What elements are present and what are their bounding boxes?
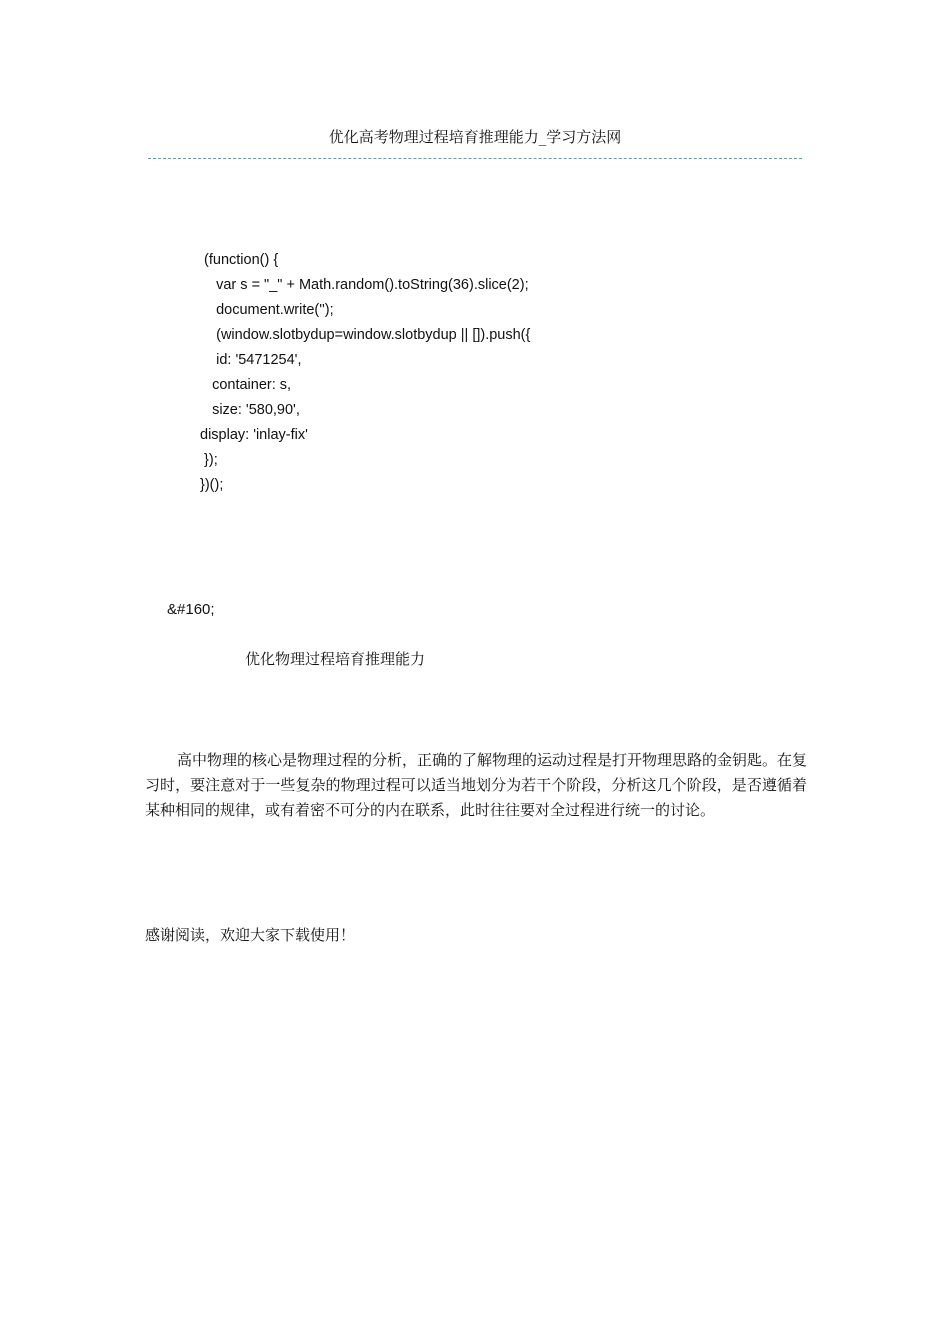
closing-note: 感谢阅读，欢迎大家下载使用！ (145, 926, 356, 944)
code-line: }); (200, 452, 218, 468)
html-entity-text: &#160; (167, 601, 215, 618)
code-line: (function() { (200, 252, 279, 268)
article-paragraph: 高中物理的核心是物理过程的分析，正确的了解物理的运动过程是打开物理思路的金钥匙。在复习时，要注意对于一些复杂的物理过程可以适当地划分为若干个阶段，分析这几个阶段，是否遵循着某种相同的规律，或有着密不可分的内在联系，此时往往要对全过程进行统一的讨论。 (145, 751, 808, 819)
code-line: display: 'inlay-fix' (200, 427, 308, 443)
article-title: 优化物理过程培育推理能力 (245, 650, 426, 668)
code-line: size: '580,90', (200, 402, 300, 418)
code-line: container: s, (200, 377, 292, 393)
header-divider (148, 158, 802, 159)
code-line: })(); (200, 477, 224, 493)
code-line: (window.slotbydup=window.slotbydup || []).push({ (200, 327, 531, 343)
code-line: document.write(''); (200, 302, 334, 318)
code-line: id: '5471254', (200, 352, 302, 368)
page-title: 优化高考物理过程培育推理能力_学习方法网 (328, 128, 622, 146)
code-line: var s = "_" + Math.random().toString(36).slice(2); (200, 277, 529, 293)
